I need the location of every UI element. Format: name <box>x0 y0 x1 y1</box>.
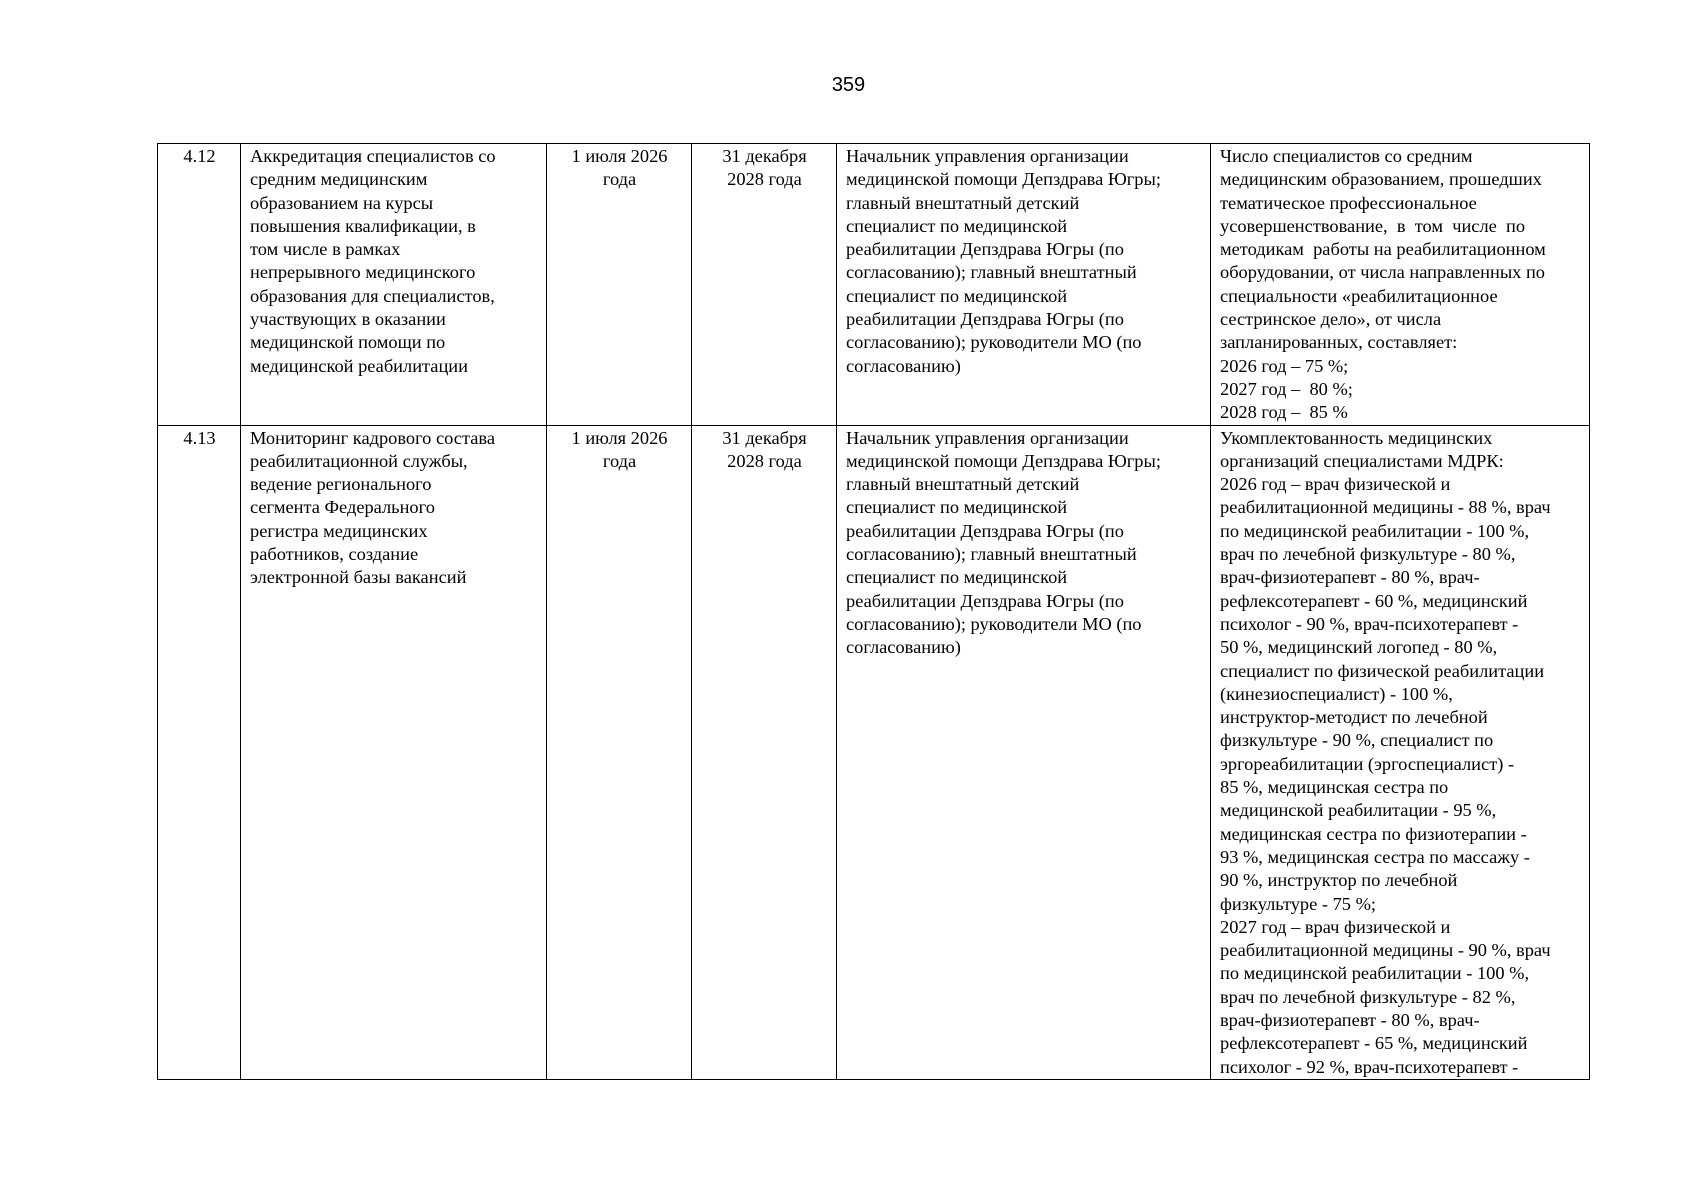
activity-line: ведение регионального <box>250 474 432 495</box>
activity-cell <box>241 144 547 426</box>
activity-line: средним медицинским <box>250 169 428 190</box>
responsible-line: медицинской помощи Депздрава Югры; <box>846 169 1161 190</box>
result-line: врач-физиотерапевт - 80 %, врач- <box>1220 1009 1480 1030</box>
responsible-line: согласованию); главный внештатный <box>846 262 1137 283</box>
result-line: медицинской реабилитации - 95 %, <box>1220 800 1497 821</box>
responsible-line: реабилитации Депздрава Югры (по <box>846 239 1124 260</box>
activity-line: том числе в рамках <box>250 239 401 260</box>
result-line: Укомплектованность медицинских <box>1220 427 1493 448</box>
row-number-text: 4.13 <box>183 427 216 448</box>
row-number <box>158 144 241 426</box>
result-line: физкультуре - 75 %; <box>1220 893 1377 914</box>
result-cell <box>1211 144 1590 426</box>
start-date-line: года <box>602 169 637 190</box>
end-date-cell <box>692 144 837 426</box>
result-line: по медицинской реабилитации - 100 %, <box>1220 963 1530 984</box>
result-line: инструктор-методист по лечебной <box>1220 707 1488 728</box>
result-line: 2026 год – врач физической и <box>1220 474 1451 495</box>
result-line: усовершенствование, в том числе по <box>1220 215 1526 236</box>
start-date-line: 1 июля 2026 <box>571 146 668 166</box>
responsible-line: реабилитации Депздрава Югры (по <box>846 590 1124 611</box>
activity-line: электронной базы вакансий <box>250 567 467 588</box>
result-line: врач-физиотерапевт - 80 %, врач- <box>1220 567 1480 588</box>
result-line: 85 %, медицинская сестра по <box>1220 777 1449 798</box>
result-line: медицинская сестра по физиотерапии - <box>1220 823 1527 844</box>
result-line: специалист по физической реабилитации <box>1220 660 1545 681</box>
result-line: (кинезиоспециалист) - 100 %, <box>1220 683 1453 704</box>
result-line: методикам работы на реабилитационном <box>1220 239 1546 260</box>
result-line: 93 %, медицинская сестра по массажу - <box>1220 846 1530 867</box>
result-line: 50 %, медицинский логопед - 80 %, <box>1220 637 1498 658</box>
responsible-line: реабилитации Депздрава Югры (по <box>846 520 1124 541</box>
result-line: психолог - 92 %, врач-психотерапевт - <box>1220 1056 1519 1077</box>
result-line: 2028 год – 85 % <box>1220 402 1348 423</box>
responsible-line: согласованию) <box>846 637 961 658</box>
end-date-line: 2028 года <box>727 450 802 471</box>
result-line: медицинским образованием, прошедших <box>1220 169 1542 190</box>
result-line: 2027 год – 80 %; <box>1220 378 1353 399</box>
activity-line: непрерывного медицинского <box>250 262 476 283</box>
result-line: врач по лечебной физкультуре - 82 %, <box>1220 986 1516 1007</box>
result-line: рефлексотерапевт - 60 %, медицинский <box>1220 590 1528 611</box>
result-line: рефлексотерапевт - 65 %, медицинский <box>1220 1033 1528 1054</box>
row-number-text: 4.12 <box>183 146 216 166</box>
responsible-line: специалист по медицинской <box>846 285 1068 306</box>
activity-line: Аккредитация специалистов со <box>250 146 496 166</box>
responsible-line: реабилитации Депздрава Югры (по <box>846 309 1124 330</box>
activity-cell <box>241 425 547 1079</box>
result-line: эргореабилитации (эргоспециалист) - <box>1220 753 1515 774</box>
responsible-line: согласованию); руководители МО (по <box>846 613 1142 634</box>
responsible-line: специалист по медицинской <box>846 567 1068 588</box>
result-line: оборудовании, от числа направленных по <box>1220 262 1546 283</box>
responsible-cell <box>837 425 1211 1079</box>
responsible-line: согласованию); руководители МО (по <box>846 332 1142 353</box>
start-date-line: 1 июля 2026 <box>571 427 668 448</box>
result-line: физкультуре - 90 %, специалист по <box>1220 730 1494 751</box>
activity-line: регистра медицинских <box>250 520 428 541</box>
result-line: по медицинской реабилитации - 100 %, <box>1220 520 1530 541</box>
result-line: 90 %, инструктор по лечебной <box>1220 870 1458 891</box>
result-line: Число специалистов со средним <box>1220 146 1473 166</box>
responsible-line: согласованию); главный внештатный <box>846 544 1137 565</box>
activity-line: медицинской помощи по <box>250 332 446 353</box>
result-line: 2027 год – врач физической и <box>1220 916 1451 937</box>
activity-line: работников, создание <box>250 544 419 565</box>
responsible-line: специалист по медицинской <box>846 497 1068 518</box>
result-line: 2026 год – 75 %; <box>1220 355 1349 376</box>
end-date-line: 31 декабря <box>722 146 807 166</box>
activity-line: медицинской реабилитации <box>250 355 468 376</box>
activity-line: сегмента Федерального <box>250 497 435 518</box>
responsible-line: медицинской помощи Депздрава Югры; <box>846 450 1161 471</box>
result-line: сестринское дело», от числа <box>1220 309 1442 330</box>
activity-line: образованием на курсы <box>250 192 434 213</box>
activity-line: образования для специалистов, <box>250 285 495 306</box>
result-line: врач по лечебной физкультуре - 80 %, <box>1220 544 1516 565</box>
end-date-line: 2028 года <box>727 169 802 190</box>
activity-line: участвующих в оказании <box>250 309 446 330</box>
responsible-line: Начальник управления организации <box>846 146 1129 166</box>
result-cell <box>1211 425 1590 1079</box>
result-line: специальности «реабилитационное <box>1220 285 1498 306</box>
table-row <box>158 425 1590 1079</box>
start-date-cell <box>547 144 692 426</box>
result-line: психолог - 90 %, врач-психотерапевт - <box>1220 613 1519 634</box>
responsible-line: Начальник управления организации <box>846 427 1129 448</box>
result-line: тематическое профессиональное <box>1220 192 1477 213</box>
responsible-line: согласованию) <box>846 355 961 376</box>
responsible-cell <box>837 144 1211 426</box>
start-date-line: года <box>602 450 637 471</box>
activity-line: повышения квалификации, в <box>250 215 476 236</box>
activity-line: Мониторинг кадрового состава <box>250 427 495 448</box>
measures-table <box>157 143 1590 1080</box>
activity-line: реабилитационной службы, <box>250 450 468 471</box>
responsible-line: специалист по медицинской <box>846 215 1068 236</box>
result-line: запланированных, составляет: <box>1220 332 1458 353</box>
table-row <box>158 144 1590 426</box>
page-number: 359 <box>831 74 866 96</box>
result-line: реабилитационной медицины - 90 %, врач <box>1220 940 1551 961</box>
result-line: организаций специалистами МДРК: <box>1220 450 1504 471</box>
result-line: реабилитационной медицины - 88 %, врач <box>1220 497 1551 518</box>
responsible-line: главный внештатный детский <box>846 192 1080 213</box>
start-date-cell <box>547 425 692 1079</box>
end-date-line: 31 декабря <box>722 427 807 448</box>
row-number <box>158 425 241 1079</box>
responsible-line: главный внештатный детский <box>846 474 1080 495</box>
end-date-cell <box>692 425 837 1079</box>
